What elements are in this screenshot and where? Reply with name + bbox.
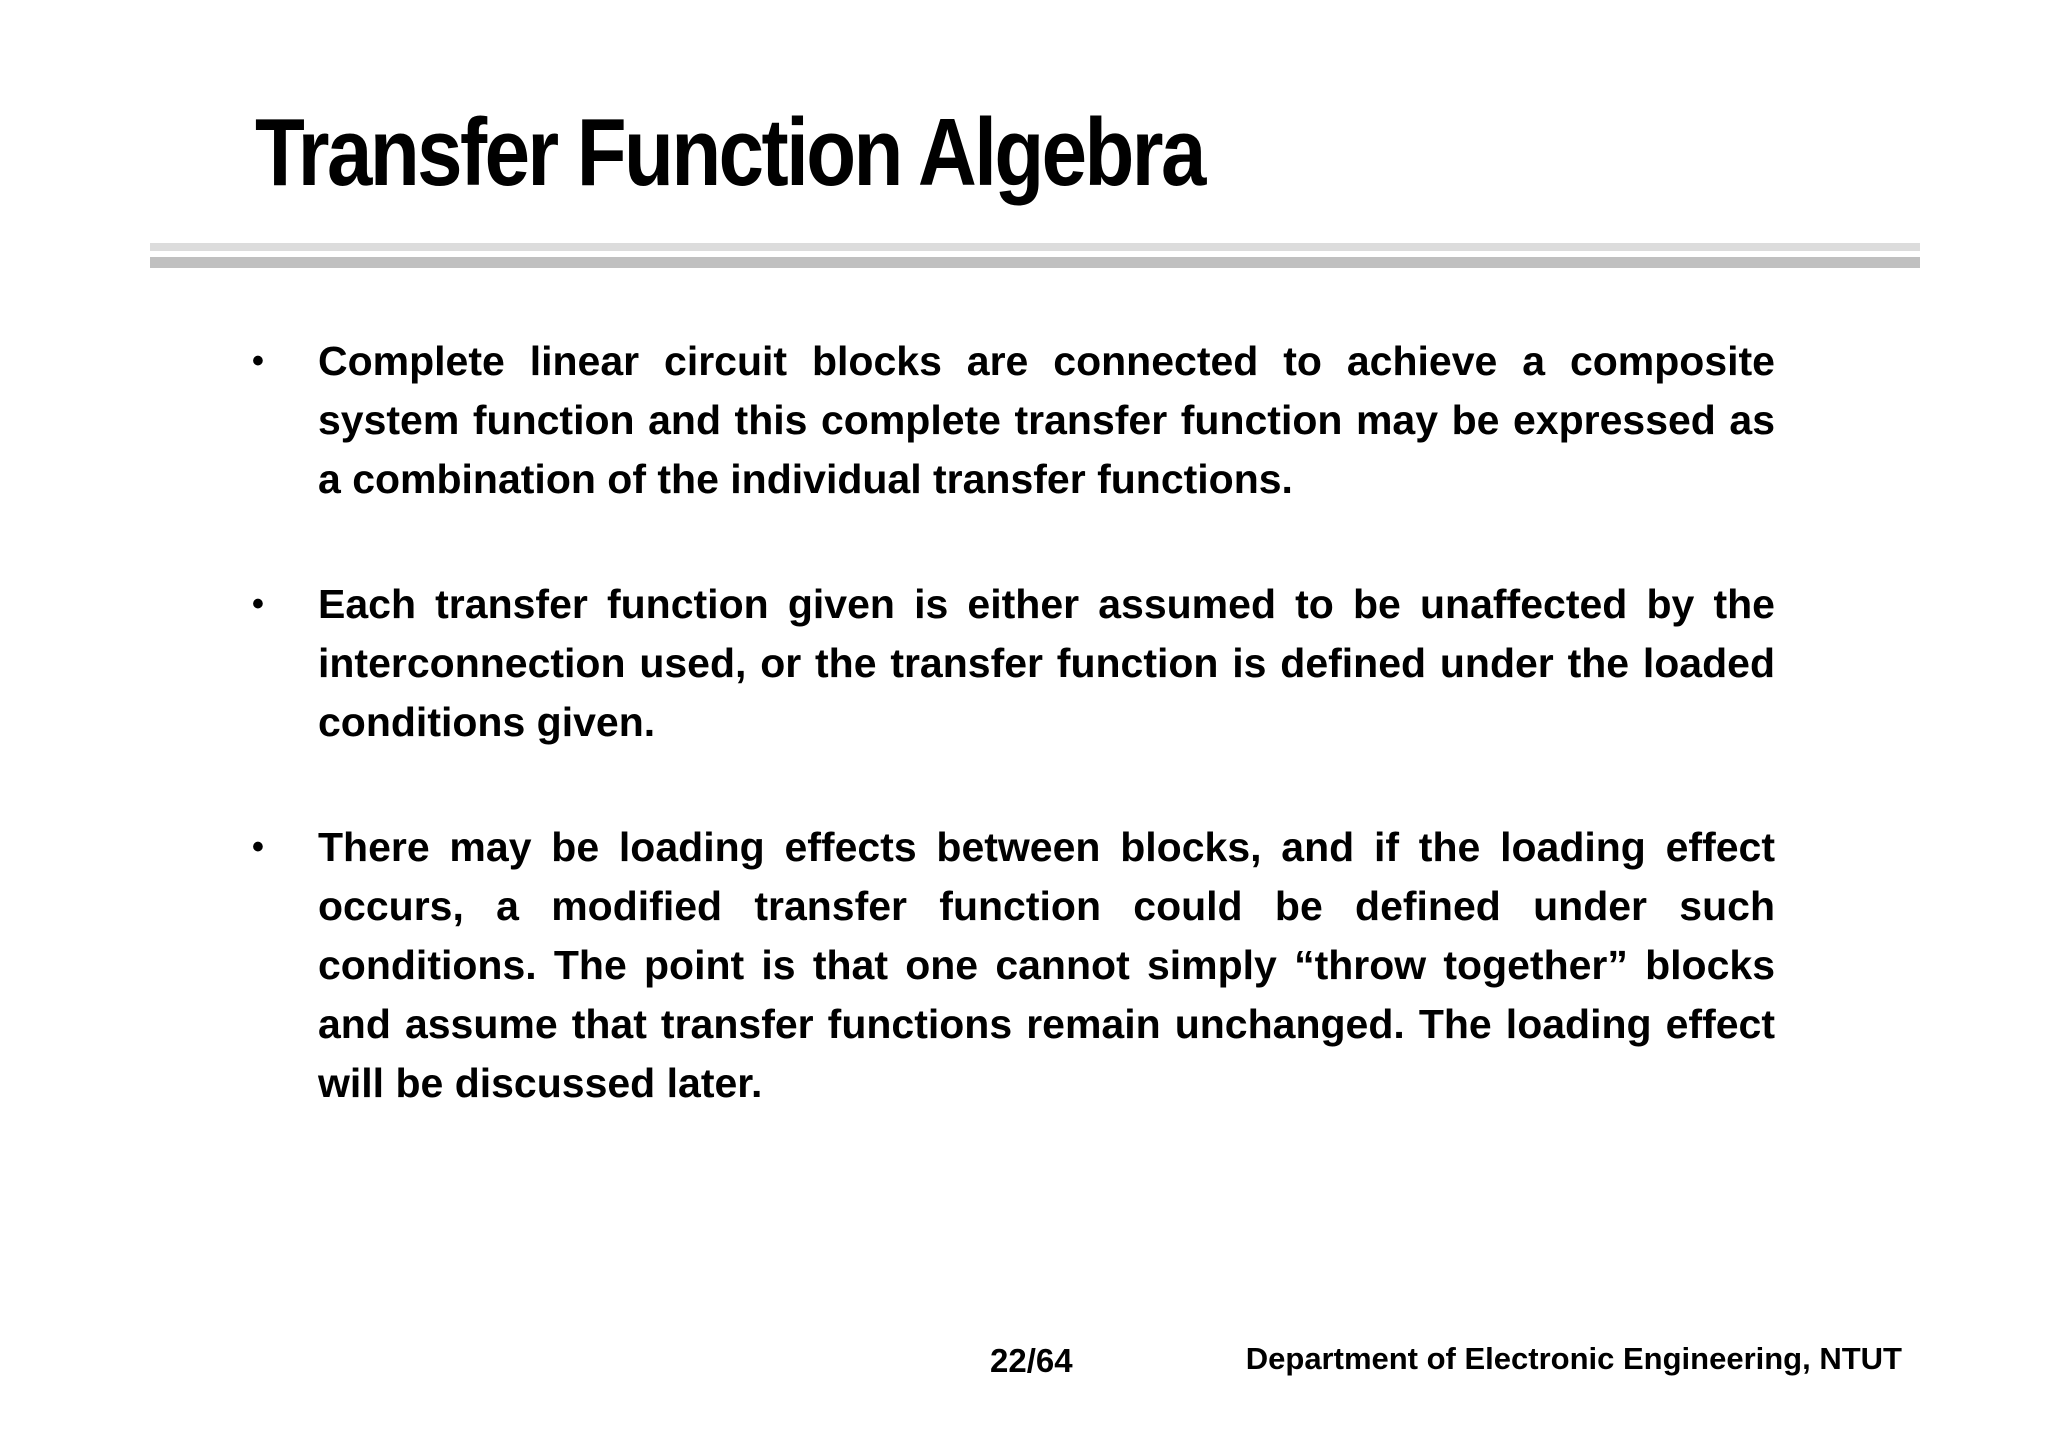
bullet-marker: • — [252, 828, 264, 866]
bullet-list — [250, 332, 1775, 1179]
bullet-text: Complete linear circuit blocks are connected to achieve a composite system function and this complete transfer function may be expressed as a combination of the individual transfer functions. — [318, 338, 1775, 502]
bullet-item-3 — [250, 818, 1775, 1113]
bullet-text: Each transfer function given is either assumed to be unaffected by the interconnection used, or the transfer function is defined under the loaded conditions given. — [318, 581, 1775, 745]
slide-title: Transfer Function Algebra — [255, 99, 1204, 206]
bullet-marker: • — [252, 585, 264, 623]
bullet-text: There may be loading effects between blocks, and if the loading effect occurs, a modified transfer function could be defined under such conditions. The point is that one cannot simply “throw together” blocks and assume that transfer functions remain unchanged. The loading effect will be discussed later. — [318, 824, 1775, 1106]
bullet-marker: • — [252, 342, 264, 380]
department-footer: Department of Electronic Engineering, NTUT — [1245, 1341, 1902, 1376]
bullet-item-2 — [250, 575, 1775, 752]
title-divider-bottom — [150, 257, 1920, 268]
page-number: 22/64 — [990, 1342, 1073, 1379]
bullet-item-1 — [250, 332, 1775, 509]
title-divider-top — [150, 243, 1920, 251]
